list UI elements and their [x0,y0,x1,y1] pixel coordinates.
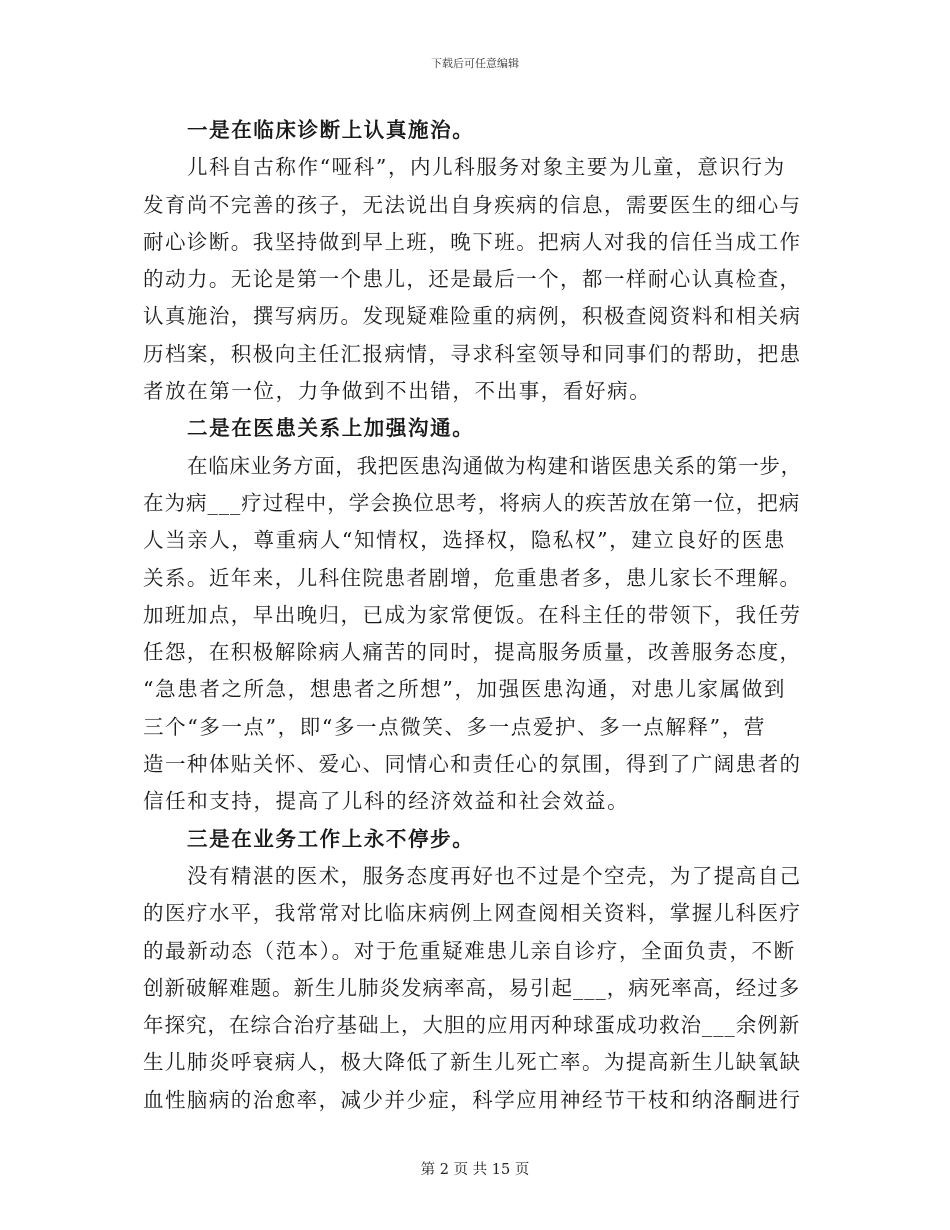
paragraph-first-line: 没有精湛的医术，服务态度再好也不过是个空壳，为了提高自己 [187,863,802,888]
section-heading: 三是在业务工作上永不停步。 [187,826,475,851]
paragraph-line: 的最新动态（范本）。对于危重疑难患儿亲自诊疗，全面负责，不断 [143,938,796,963]
paragraph-line: 信任和支持，提高了儿科的经济效益和社会效益。 [143,789,630,814]
paragraph-line: 创新破解难题。新生儿肺炎发病率高，易引起___，病死率高，经过多 [143,975,801,1000]
paragraph-line: 造一种体贴关怀、爱心、同情心和责任心的氛围，得到了广阔患者的 [143,752,802,777]
paragraph-line: 年探究，在综合治疗基础上，大胆的应用丙种球蛋成功救治___余例新 [143,1013,801,1038]
paragraph-line: 三个“多一点”，即“多一点微笑、多一点爱护、多一点解释”，营 [143,714,766,739]
paragraph-first-line: 在临床业务方面，我把医患沟通做为构建和谐医患关系的第一步， [187,453,802,478]
paragraph-line: 耐心诊断。我坚持做到早上班，晚下班。把病人对我的信任当成工作 [143,229,802,254]
document-body [143,112,803,1119]
paragraph-line: 的动力。无论是第一个患儿，还是最后一个，都一样耐心认真检查， [143,267,802,292]
paragraph-line: 历档案，积极向主任汇报病情，寻求科室领导和同事们的帮助，把患 [143,341,802,366]
paragraph-line: 血性脑病的治愈率，减少并少症，科学应用神经节干枝和纳洛酮进行 [143,1087,802,1112]
paragraph-line: “急患者之所急，想患者之所想”，加强医患沟通，对患儿家属做到 [143,677,786,702]
paragraph-line: 生儿肺炎呼衰病人，极大降低了新生儿死亡率。为提高新生儿缺氧缺 [143,1050,802,1075]
section-heading: 一是在临床诊断上认真施治。 [187,118,475,142]
paragraph-line: 认真施治，撰写病历。发现疑难险重的病例，积极查阅资料和相关病 [143,304,802,329]
paragraph-line: 在为病___疗过程中，学会换位思考，将病人的疾苦放在第一位，把病 [143,490,801,515]
paragraph-first-line: 儿科自古称作“哑科”，内儿科服务对象主要为儿童，意识行为 [187,155,786,180]
paragraph-line: 任怨，在积极解除病人痛苦的同时，提高服务质量，改善服务态度， [143,640,802,665]
section-heading: 二是在医患关系上加强沟通。 [187,416,475,441]
paragraph-line: 的医疗水平，我常常对比临床病例上网查阅相关资料，掌握儿科医疗 [143,901,802,926]
page-header: 下载后可任意编辑 [431,57,519,70]
paragraph-line: 加班加点，早出晚归，已成为家常便饭。在科主任的带领下，我任劳 [143,602,802,627]
paragraph-line: 人当亲人，尊重病人“知情权，选择权，隐私权”，建立良好的医患 [143,528,786,553]
paragraph-line: 发育尚不完善的孩子，无法说出自身疾病的信息，需要医生的细心与 [143,192,802,217]
paragraph-line: 关系。近年来，儿科住院患者剧增，危重患者多，患儿家长不理解。 [143,565,802,590]
page-footer: 第 2 页 共 15 页 [420,1162,530,1178]
paragraph-line: 者放在第一位，力争做到不出错，不出事，看好病。 [143,379,652,404]
